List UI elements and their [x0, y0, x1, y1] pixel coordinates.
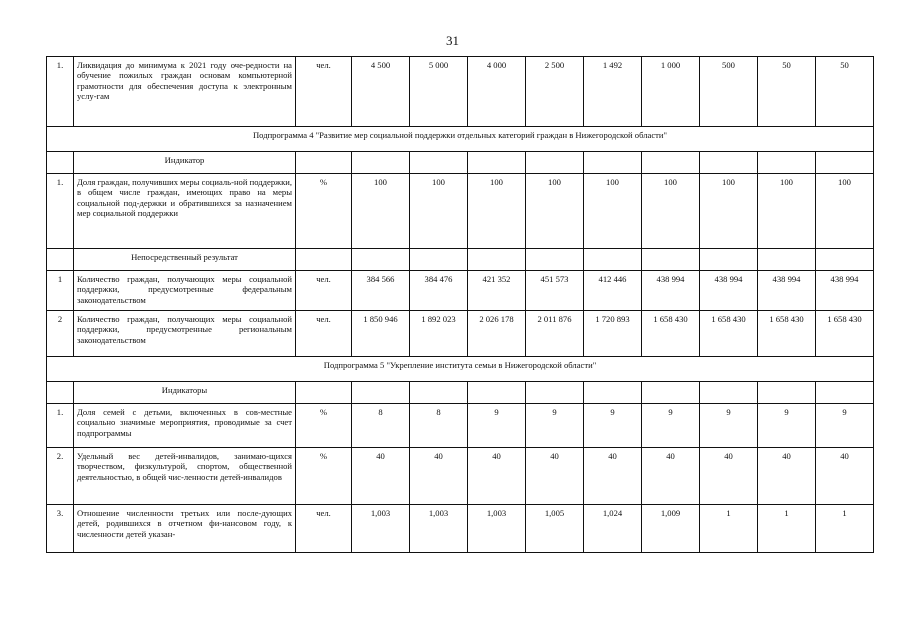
subprogram-header-row	[47, 357, 874, 382]
unit-cell: чел.	[296, 505, 352, 553]
value-cell: 1 658 430	[816, 311, 874, 357]
empty-cell	[296, 152, 352, 174]
unit-cell: чел.	[296, 57, 352, 127]
value-cell: 5 000	[410, 57, 468, 127]
value-cell: 1,005	[526, 505, 584, 553]
table-row	[47, 57, 874, 127]
value-cell: 421 352	[468, 271, 526, 311]
value-cell: 9	[758, 404, 816, 448]
empty-cell	[700, 152, 758, 174]
table-row	[47, 505, 874, 553]
value-cell: 1,024	[584, 505, 642, 553]
value-cell: 438 994	[816, 271, 874, 311]
value-cell: 1 850 946	[352, 311, 410, 357]
empty-cell	[816, 382, 874, 404]
empty-cell	[758, 249, 816, 271]
row-number: 1.	[47, 57, 74, 127]
value-cell: 1,003	[410, 505, 468, 553]
unit-cell: %	[296, 174, 352, 249]
group-title: Индикатор	[74, 152, 296, 174]
value-cell: 100	[758, 174, 816, 249]
row-number: 1.	[47, 404, 74, 448]
table-row	[47, 311, 874, 357]
unit-cell: чел.	[296, 311, 352, 357]
value-cell: 1 658 430	[642, 311, 700, 357]
value-cell: 100	[700, 174, 758, 249]
value-cell: 100	[816, 174, 874, 249]
value-cell: 50	[758, 57, 816, 127]
row-number: 2.	[47, 448, 74, 505]
row-number: 1.	[47, 174, 74, 249]
indicator-name: Ликвидация до минимума к 2021 году оче-редности на обучение пожилых граждан основам компьютерной грамотности для обеспечения доступа к электронным услу-гам	[74, 57, 296, 127]
group-title: Индикаторы	[74, 382, 296, 404]
row-number: 3.	[47, 505, 74, 553]
value-cell: 412 446	[584, 271, 642, 311]
value-cell: 50	[816, 57, 874, 127]
value-cell: 1	[758, 505, 816, 553]
value-cell: 384 476	[410, 271, 468, 311]
unit-cell: %	[296, 448, 352, 505]
group-header-row	[47, 152, 874, 174]
value-cell: 1,003	[352, 505, 410, 553]
row-number: 2	[47, 311, 74, 357]
empty-cell	[584, 152, 642, 174]
value-cell: 40	[758, 448, 816, 505]
value-cell: 9	[700, 404, 758, 448]
value-cell: 100	[642, 174, 700, 249]
value-cell: 40	[468, 448, 526, 505]
empty-cell	[468, 382, 526, 404]
value-cell: 100	[352, 174, 410, 249]
empty-cell	[584, 382, 642, 404]
value-cell: 9	[816, 404, 874, 448]
value-cell: 40	[816, 448, 874, 505]
row-number: 1	[47, 271, 74, 311]
empty-cell	[584, 249, 642, 271]
indicator-name: Отношение численности третьих или после-дующих детей, родившихся в отчетном фи-нансовом году, к численности детей указан-	[74, 505, 296, 553]
value-cell: 8	[410, 404, 468, 448]
group-header-row	[47, 249, 874, 271]
value-cell: 1 892 023	[410, 311, 468, 357]
indicators-table	[46, 56, 874, 553]
unit-cell: %	[296, 404, 352, 448]
empty-cell	[47, 152, 74, 174]
value-cell: 1 492	[584, 57, 642, 127]
value-cell: 40	[526, 448, 584, 505]
value-cell: 451 573	[526, 271, 584, 311]
value-cell: 40	[642, 448, 700, 505]
empty-cell	[47, 249, 74, 271]
value-cell: 2 500	[526, 57, 584, 127]
unit-cell: чел.	[296, 271, 352, 311]
value-cell: 9	[642, 404, 700, 448]
subprogram-title: Подпрограмма 5 "Укрепление института семьи в Нижегородской области"	[47, 357, 874, 382]
empty-cell	[816, 152, 874, 174]
value-cell: 9	[584, 404, 642, 448]
table-row	[47, 448, 874, 505]
empty-cell	[410, 152, 468, 174]
indicator-name: Количество граждан, получающих меры социальной поддержки, предусмотренные федеральным законодательством	[74, 271, 296, 311]
empty-cell	[526, 382, 584, 404]
group-title: Непосредственный результат	[74, 249, 296, 271]
page-number: 31	[446, 33, 459, 48]
empty-cell	[468, 152, 526, 174]
value-cell: 384 566	[352, 271, 410, 311]
empty-cell	[352, 249, 410, 271]
indicator-name: Доля граждан, получивших меры социаль-ной поддержки, в общем числе граждан, имеющих право на меры социальной под-держки и обратившихся за назначением мер социальной поддержки	[74, 174, 296, 249]
table-row	[47, 404, 874, 448]
value-cell: 40	[410, 448, 468, 505]
value-cell: 1,003	[468, 505, 526, 553]
empty-cell	[758, 152, 816, 174]
subprogram-header-row	[47, 127, 874, 152]
value-cell: 9	[526, 404, 584, 448]
group-header-row	[47, 382, 874, 404]
empty-cell	[296, 249, 352, 271]
value-cell: 100	[584, 174, 642, 249]
value-cell: 4 500	[352, 57, 410, 127]
value-cell: 4 000	[468, 57, 526, 127]
value-cell: 1 720 893	[584, 311, 642, 357]
value-cell: 1	[700, 505, 758, 553]
value-cell: 40	[584, 448, 642, 505]
value-cell: 1,009	[642, 505, 700, 553]
empty-cell	[410, 382, 468, 404]
empty-cell	[468, 249, 526, 271]
empty-cell	[352, 152, 410, 174]
indicator-name: Доля семей с детьми, включенных в сов-местные социально значимые мероприятия, проводимые за счет подпрограммы	[74, 404, 296, 448]
value-cell: 1 658 430	[700, 311, 758, 357]
empty-cell	[352, 382, 410, 404]
value-cell: 1	[816, 505, 874, 553]
value-cell: 438 994	[700, 271, 758, 311]
empty-cell	[700, 249, 758, 271]
empty-cell	[526, 152, 584, 174]
empty-cell	[410, 249, 468, 271]
empty-cell	[816, 249, 874, 271]
empty-cell	[700, 382, 758, 404]
empty-cell	[642, 249, 700, 271]
indicator-name: Количество граждан, получающих меры социальной поддержки, предусмотренные региональным законодательством	[74, 311, 296, 357]
table-row	[47, 271, 874, 311]
value-cell: 1 000	[642, 57, 700, 127]
empty-cell	[526, 249, 584, 271]
empty-cell	[642, 152, 700, 174]
value-cell: 100	[410, 174, 468, 249]
subprogram-title: Подпрограмма 4 "Развитие мер социальной поддержки отдельных категорий граждан в Нижегородской области"	[47, 127, 874, 152]
value-cell: 2 026 178	[468, 311, 526, 357]
value-cell: 9	[468, 404, 526, 448]
value-cell: 500	[700, 57, 758, 127]
value-cell: 40	[700, 448, 758, 505]
empty-cell	[47, 382, 74, 404]
value-cell: 438 994	[758, 271, 816, 311]
value-cell: 438 994	[642, 271, 700, 311]
empty-cell	[296, 382, 352, 404]
value-cell: 1 658 430	[758, 311, 816, 357]
value-cell: 100	[468, 174, 526, 249]
value-cell: 40	[352, 448, 410, 505]
value-cell: 8	[352, 404, 410, 448]
empty-cell	[642, 382, 700, 404]
value-cell: 100	[526, 174, 584, 249]
value-cell: 2 011 876	[526, 311, 584, 357]
empty-cell	[758, 382, 816, 404]
table-row	[47, 174, 874, 249]
indicator-name: Удельный вес детей-инвалидов, занимаю-щихся творчеством, физкультурой, спортом, общественной деятельностью, в общей чис-ленности детей-инвалидов	[74, 448, 296, 505]
